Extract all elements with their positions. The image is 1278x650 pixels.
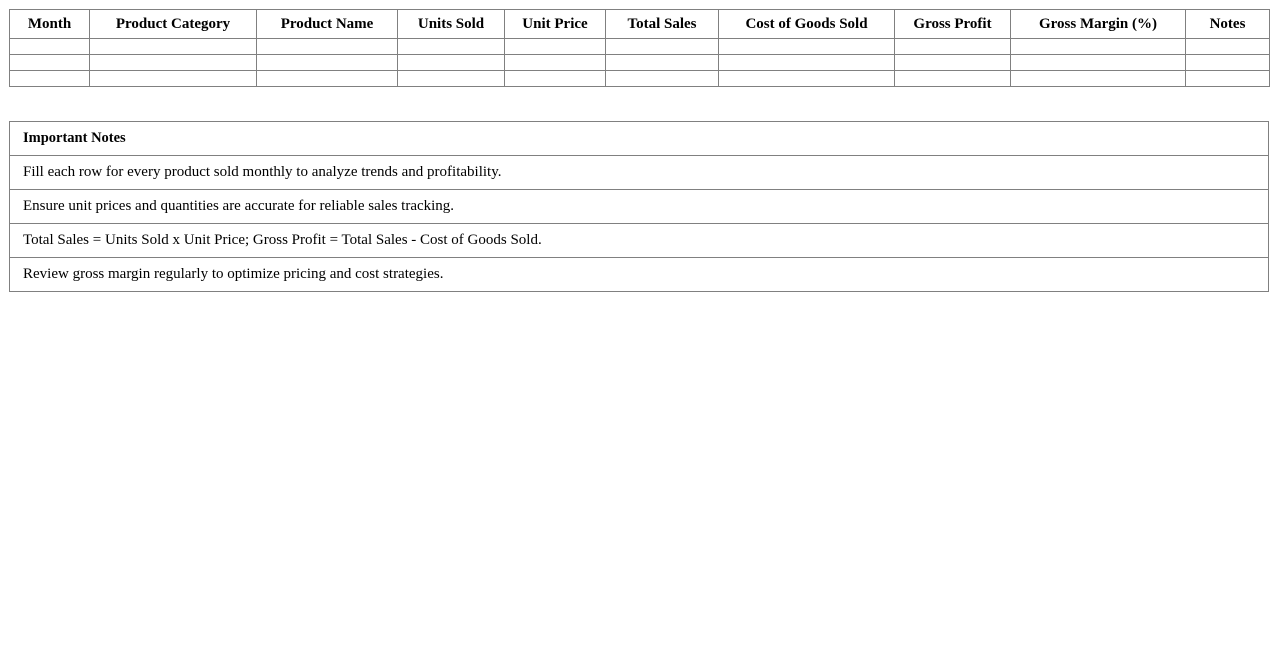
cell-notes[interactable] [1186,71,1270,87]
cell-total-sales[interactable] [606,39,719,55]
table-row [10,39,1270,55]
cell-product-name[interactable] [257,55,398,71]
notes-row [10,190,1269,224]
column-header-product-category: Product Category [90,10,257,39]
column-header-gross-margin: Gross Margin (%) [1011,10,1186,39]
table-row [10,71,1270,87]
cell-notes[interactable] [1186,39,1270,55]
cell-gross-margin[interactable] [1011,55,1186,71]
cell-month[interactable] [10,55,90,71]
notes-row [10,156,1269,190]
cell-product-category[interactable] [90,55,257,71]
cell-unit-price[interactable] [505,55,606,71]
cell-units-sold[interactable] [398,55,505,71]
column-header-month: Month [10,10,90,39]
cell-gross-profit[interactable] [895,71,1011,87]
cell-product-category[interactable] [90,39,257,55]
cell-product-name[interactable] [257,39,398,55]
cell-total-sales[interactable] [606,55,719,71]
column-header-units-sold: Units Sold [398,10,505,39]
notes-row [10,224,1269,258]
cell-units-sold[interactable] [398,71,505,87]
cell-units-sold[interactable] [398,39,505,55]
cell-notes[interactable] [1186,55,1270,71]
table-row [10,55,1270,71]
cell-gross-margin[interactable] [1011,39,1186,55]
column-header-cost-of-goods-sold: Cost of Goods Sold [719,10,895,39]
cell-cost-of-goods-sold[interactable] [719,71,895,87]
cell-gross-profit[interactable] [895,55,1011,71]
column-header-total-sales: Total Sales [606,10,719,39]
cell-product-category[interactable] [90,71,257,87]
column-header-notes: Notes [1186,10,1270,39]
table-header-row [10,10,1270,39]
cell-unit-price[interactable] [505,39,606,55]
cell-unit-price[interactable] [505,71,606,87]
note-item: Review gross margin regularly to optimize pricing and cost strategies. [10,258,1269,292]
cell-total-sales[interactable] [606,71,719,87]
column-header-product-name: Product Name [257,10,398,39]
sales-tracking-table [9,9,1270,87]
notes-row [10,258,1269,292]
notes-title-row [10,122,1269,156]
cell-product-name[interactable] [257,71,398,87]
note-item: Ensure unit prices and quantities are accurate for reliable sales tracking. [10,190,1269,224]
cell-cost-of-goods-sold[interactable] [719,39,895,55]
column-header-unit-price: Unit Price [505,10,606,39]
cell-gross-profit[interactable] [895,39,1011,55]
important-notes-table [9,121,1269,292]
cell-month[interactable] [10,71,90,87]
cell-cost-of-goods-sold[interactable] [719,55,895,71]
cell-month[interactable] [10,39,90,55]
note-item: Fill each row for every product sold monthly to analyze trends and profitability. [10,156,1269,190]
column-header-gross-profit: Gross Profit [895,10,1011,39]
notes-title: Important Notes [10,122,1269,156]
cell-gross-margin[interactable] [1011,71,1186,87]
note-item: Total Sales = Units Sold x Unit Price; Gross Profit = Total Sales - Cost of Goods Sold. [10,224,1269,258]
